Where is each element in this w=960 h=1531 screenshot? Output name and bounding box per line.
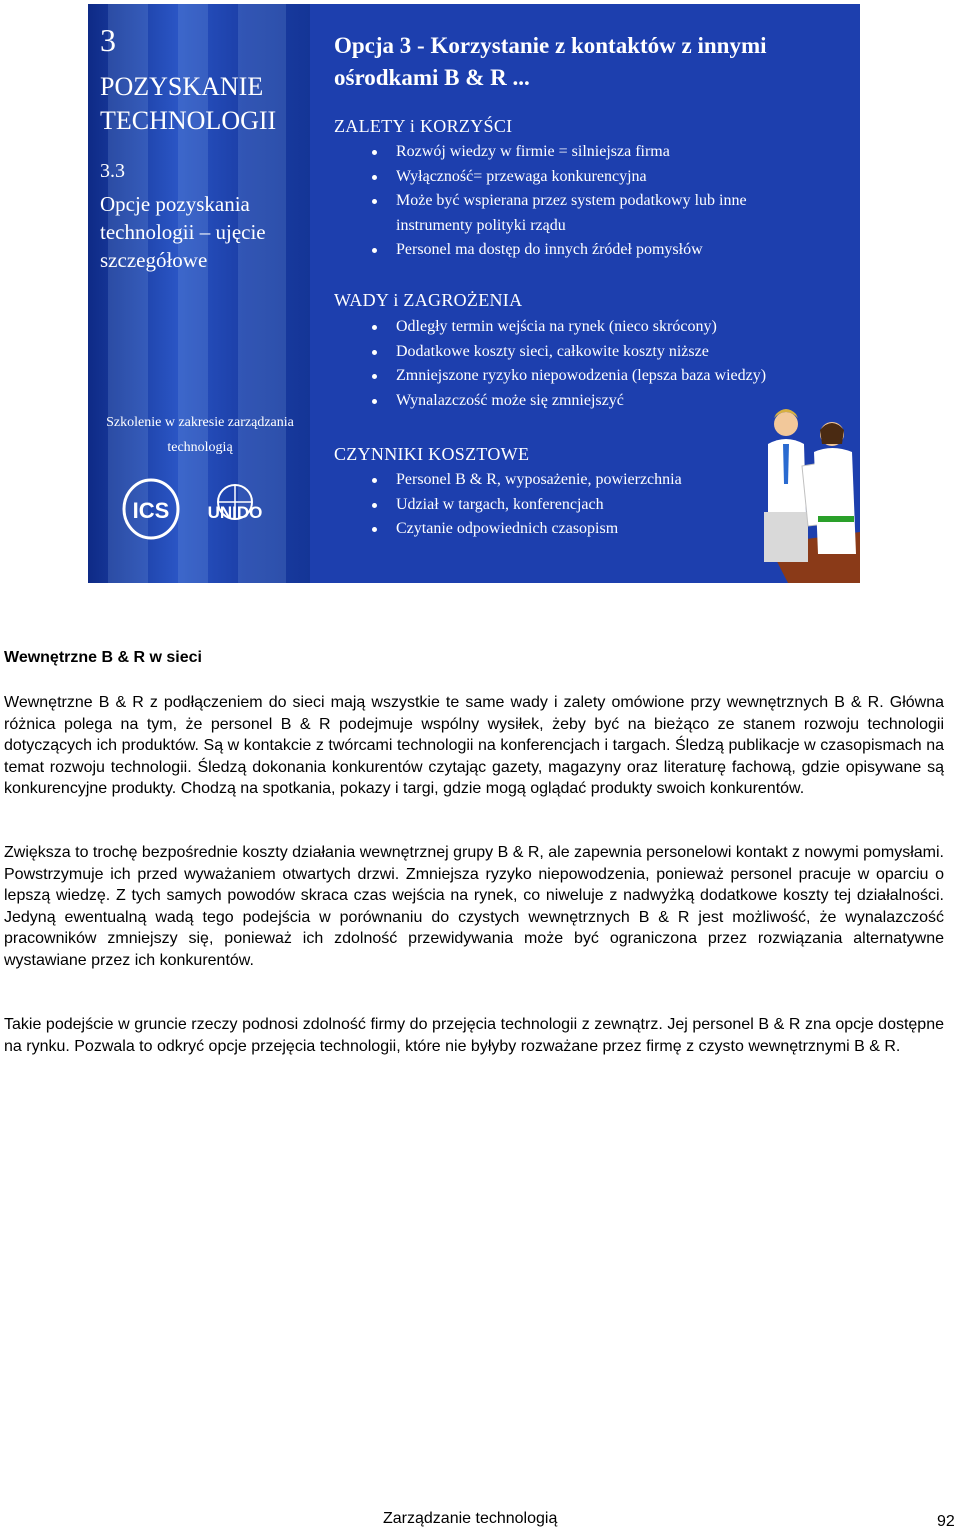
section-heading: Wewnętrzne B & R w sieci [4,649,202,666]
slide-bullet: Czytanie odpowiednich czasopism [354,517,682,542]
ics-logo [122,478,180,540]
slide-chapter-number: 3 [100,22,116,58]
slide-bullet: Może być wspierana przez system podatkowy lub inne instrumenty polityki rządu [354,189,826,238]
unido-logo [202,478,268,540]
slide-list-risks [354,315,766,413]
slide-bullet: Odległy termin wejścia na rynek (nieco skrócony) [354,315,766,340]
slide-image [88,4,860,583]
slide-list-advantages [354,140,826,263]
slide-bullet: Personel B & R, wyposażenie, powierzchnia [354,468,682,493]
slide-list-cost-factors [354,468,682,542]
slide-bullet: Udział w targach, konferencjach [354,493,682,518]
unido-logo-text: UNIDO [207,503,263,522]
slide-bullet: Rozwój wiedzy w firmie = silniejsza firma [354,140,826,165]
slide-section-title: Opcje pozyskania technologii – ujęcie szczegółowe [100,192,266,272]
slide-bullet: Zmniejszone ryzyko niepowodzenia (lepsza baza wiedzy) [354,364,766,389]
slide-bullet: Dodatkowe koszty sieci, całkowite koszty niższe [354,340,766,365]
paragraph-3: Takie podejście w gruncie rzeczy podnosi zdolność firmy do przejęcia technologii z zewnątrz. Jej personel B & R zna opcje dostępne na rynku. Pozwala to odkryć opcje przejęcia technologii, które nie byłyby rozważane przez firmę z czysto wewnętrznymi B & R. [4,1016,944,1055]
slide-bullet: Wyłączność= przewaga konkurencyjna [354,165,826,190]
paragraph-2: Zwiększa to trochę bezpośrednie koszty działania wewnętrznej grupy B & R, ale zapewnia personelowi kontakt z nowymi pomysłami. Powstrzymuje ich przed wyważaniem otwartych drzwi. Zmniejsza ryzyko niepowodzenia, ponieważ personel pracuje w oparciu o lepszą wiedzę. Z tych samych powodów skraca czas wejścia na rynek, co niweluje z nadwyżką dodatkowe koszty tej działalności. Jedyną ewentualną wadą tego podejścia w porównaniu do czystych wewnętrznych B & R jest możliwość, że wynalazczość pracowników zmniejszy się, ponieważ ich zdolność przewidywania może być ograniczona przez rozwiązania alternatywne wystawiane przez ich konkurentów. [4,844,944,969]
slide-heading: Opcja 3 - Korzystanie z kontaktów z innymi ośrodkami B & R ... [334,33,767,90]
slide-bullet: Personel ma dostęp do innych źródeł pomysłów [354,238,826,263]
slide-training-text: Szkolenie w zakresie zarządzania technologią [106,415,294,455]
slide-bullet: Wynalazczość może się zmniejszyć [354,389,766,414]
slide-group-title-cost-factors: CZYNNIKI KOSZTOWE [334,444,530,464]
page-number: 92 [937,1513,955,1530]
slide-section-number: 3.3 [100,160,125,182]
people-clipart [748,404,860,583]
paragraph-1: Wewnętrzne B & R z podłączeniem do sieci mają wszystkie te same wady i zalety omówione przy wewnętrznych B & R. Główna różnica polega na tym, że personel B & R podejmuje wspólny wysiłek, żeby być na bieżąco ze stanem rozwoju technologii dotyczących ich produktów. Są w kontakcie z twórcami technologii na konferencjach i targach. Śledzą publikacje w czasopismach na temat rozwoju technologii. Śledzą dokonania konkurentów czytając gazety, magazyny oraz literaturę fachową, gdzie opisywane są konkurencyjne produkty. Chodzą na spotkania, pokazy i targi, gdzie mogą oglądać produkty swoich konkurentów. [4,694,944,798]
ics-logo-text: ICS [132,498,170,523]
footer-title: Zarządzanie technologią [383,1510,558,1527]
slide-group-title-advantages: ZALETY i KORZYŚCI [334,116,513,136]
slide-group-title-risks: WADY i ZAGROŻENIA [334,290,523,310]
slide-chapter-title: POZYSKANIE TECHNOLOGII [100,72,277,135]
